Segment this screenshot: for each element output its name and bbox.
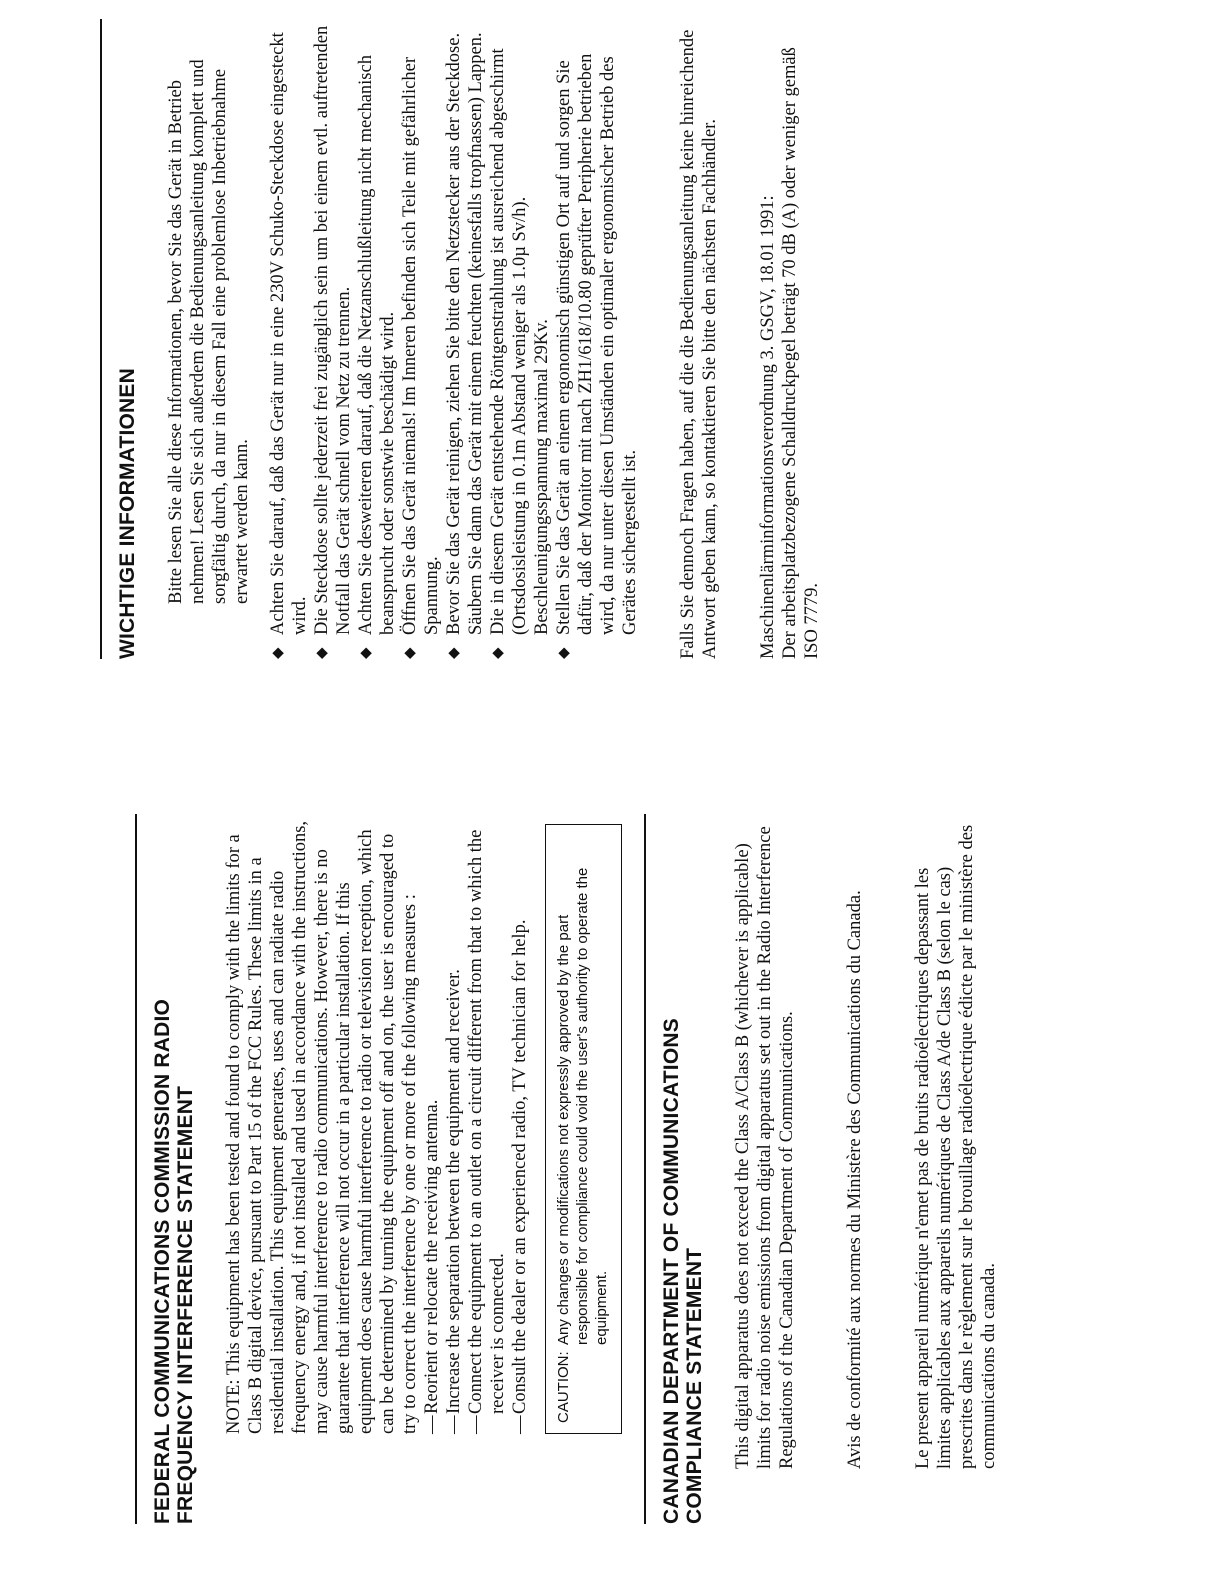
list-item [267,19,311,659]
fcc-note: NOTE: This equipment has been tested and found to comply with the limits for a Class B digital device, pursuant to Part 15 of the FCC Rules. These limits in a residential installation. This equipment generates, uses and can radiate radio frequency energy and, if not installed and used in accordance with the instructions, may cause harmful interference to radio communications. However, there is no guarantee that interference will not occur in a particular installation. If this equipment does cause harmful interference to radio or television reception, which can be determined by turning the equipment off and on, the user is encouraged to try to correct the interference by one or more of the following measures : [224,820,420,1434]
dash-glyph: — [510,1415,530,1434]
diamond-bullet-icon: ◆ [446,647,462,659]
list-item [311,19,355,659]
list-item [509,814,531,1524]
fcc-heading-line2: FREQUENCY INTERFERENCE STATEMENT [174,1085,197,1524]
bullet-text: Stellen Sie das Gerät an einem ergonomisch günstigen Ort auf und sorgen Sie dafür, daß der Monitor mit nach ZH1/618/10.80 geprüfter Peripherie betrieben wird, da nur unter diesen Umständen ein optimaler ergonomischer Betrieb des Gerätes sichergestellt ist. [554,53,640,635]
fcc-heading-line1: FEDERAL COMMUNICATIONS COMMISSION RADIO [151,998,174,1524]
canada-heading [660,814,706,1524]
dash-glyph: — [422,1415,442,1434]
list-item [443,814,465,1524]
list-item [443,19,487,659]
measure-text: Connect the equipment to an outlet on a circuit different from that to which the receiver is connected. [466,829,508,1414]
measure-text: Consult the dealer or an experienced radio, TV technician for help. [510,919,530,1414]
list-item [355,19,399,659]
bullet-text: Öffnen Sie das Gerät niemals! Im Inneren befinden sich Teile mit gefährlicher Spannung. [400,57,442,635]
list-item [421,814,443,1524]
measure-text: Increase the separation between the equipment and receiver. [444,969,464,1414]
wichtig-heading: WICHTIGE INFORMATIONEN [116,368,139,659]
wichtig-intro: Bitte lesen Sie alle diese Informationen, bevor Sie das Gerät in Betrieb nehmen! Lesen Sie sich außerdem die Bedienungsanleitung komplett und sorgfältig durch, da nur in diesem Fall eine problemlose Inbetriebnahme erwartet werden kann. [166,59,252,604]
fcc-heading [151,814,197,1524]
section-rule [644,814,646,1524]
canada-paragraph-french: Le present appareil numérique n'emet pas de bruits radioélectriques depassant les limites applicables aux appareils numériques de Class A/de Class B (selon le cas) prescrites dans le règlement sur le brouillage radioélectrique édicte par le ministère des communications du canada. [913,824,999,1469]
diamond-bullet-icon: ◆ [358,647,374,659]
list-item [553,19,641,659]
fcc-measures-list [421,814,531,1524]
diamond-bullet-icon: ◆ [314,647,330,659]
left-column [135,814,1000,1524]
canada-paragraph-avis: Avis de conformité aux normes du Ministère des Communications du Canada. [845,890,865,1469]
diamond-bullet-icon: ◆ [402,647,418,659]
diamond-bullet-icon: ◆ [490,647,506,659]
caution-text: Any changes or modifications not expressly approved by the part responsible for compliance could void the user's authority to operate the equipment. [555,867,610,1345]
bullet-text: Die Steckdose sollte jederzeit frei zugänglich sein um bei einem evtl. auftretenden Notfall das Gerät schnell vom Netz zu trennen. [312,25,354,635]
list-item [399,19,443,659]
beschleunigung-text: Beschleunigungsspannung maximal 29Kv. [532,319,552,635]
section-rule [135,814,137,1524]
dash-glyph: — [444,1415,464,1434]
list-item-continuation [531,19,553,659]
list-item [465,814,509,1524]
caution-box [545,824,622,1434]
wichtig-fragen: Falls Sie dennoch Fragen haben, auf die die Bedienungsanleitung keine hinreichende Antwort geben kann, so kontaktieren Sie bitte den nächsten Fachhändler. [678,29,720,659]
diamond-bullet-icon: ◆ [556,647,572,659]
diamond-bullet-icon: ◆ [270,647,286,659]
wichtig-laerm-line2: Der arbeitsplatzbezogene Schalldruckpegel beträgt 70 dB (A) oder weniger gemäß ISO 7779. [780,47,822,659]
bullet-text: Achten Sie darauf, daß das Gerät nur in eine 230V Schuko-Steckdose eingesteckt wird. [268,32,310,635]
list-item [487,19,531,659]
wichtig-bullet-list [267,19,641,659]
canada-heading-line1: CANADIAN DEPARTMENT OF COMMUNICATIONS [660,1018,683,1524]
canada-heading-line2: COMPLIANCE STATEMENT [683,1247,706,1524]
dash-glyph: — [466,1415,486,1434]
section-rule [100,19,102,659]
bullet-text: Bevor Sie das Gerät reinigen, ziehen Sie bitte den Netzstecker aus der Steckdose. Säubern Sie dann das Gerät mit einem feuchten (keinesfalls tropfnassen) Lappen. [444,32,486,635]
wichtig-laerm-line1: Maschinenlärminformationsverordnung 3. GSGV, 18.01 1991: [758,195,778,659]
measure-text: Reorient or relocate the receiving antenna. [422,1099,442,1414]
bullet-text: Achten Sie desweiteren darauf, daß die Netzanschlußleitung nicht mechanisch beansprucht oder sonstwie beschädigt wird. [356,55,398,635]
caution-label: CAUTION: [555,1351,572,1423]
canada-paragraph-english: This digital apparatus does not exceed the Class A/Class B (whichever is applicable) limits for radio noise emissions from digital apparatus set out in the Radio Interference Regulations of the Canadian Department of Communications. [733,826,797,1469]
bullet-text: Die in diesem Gerät entstehende Röntgenstrahlung ist ausreichend abgeschirmt (Ortsdosisleistung in 0.1m Abstand weniger als 1.0µ Sv/h). [488,48,530,635]
right-column [100,19,823,659]
